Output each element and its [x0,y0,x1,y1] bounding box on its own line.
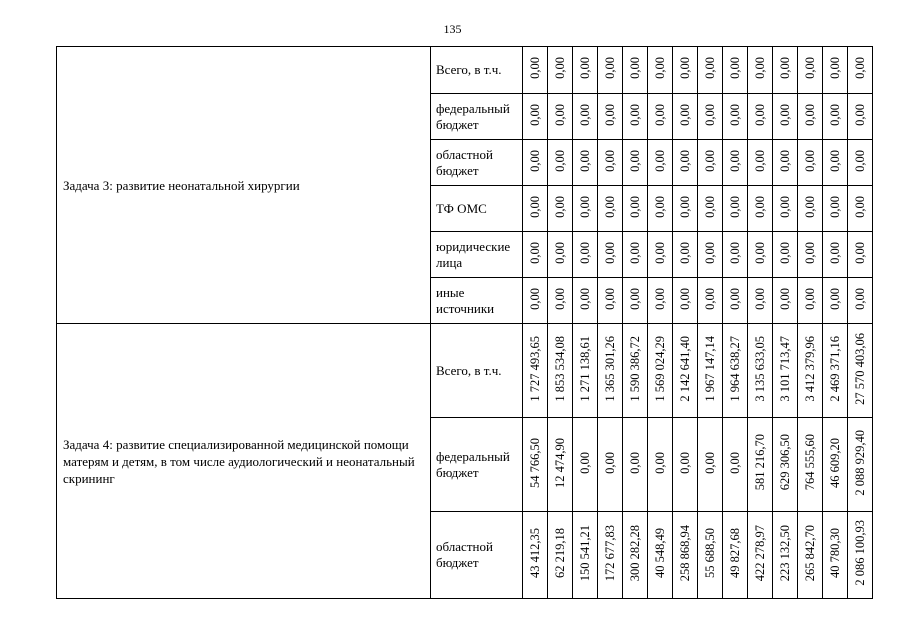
value-text: 0,00 [603,451,617,474]
value-text: 0,00 [853,149,867,172]
table-row [57,324,873,418]
value-text: 0,00 [753,57,767,79]
value-cell [523,232,548,278]
value-text: 0,00 [553,57,567,79]
value-text: 0,00 [603,287,617,310]
value-cell [673,418,698,512]
value-cell [673,278,698,324]
value-text: 3 101 713,47 [778,335,792,402]
value-text: 43 412,35 [528,528,542,578]
value-text: 2 086 100,93 [853,520,867,586]
value-cell [773,232,798,278]
value-text: 62 219,18 [553,528,567,578]
value-cell [773,140,798,186]
value-text: 0,00 [678,149,692,172]
value-text: 12 474,90 [553,437,567,488]
value-text: 0,00 [678,451,692,474]
value-text: 0,00 [603,195,617,218]
value-cell [723,186,748,232]
value-cell [748,140,773,186]
value-cell [848,512,873,599]
value-cell [848,324,873,418]
value-text: 0,00 [853,241,867,264]
value-text: 0,00 [828,57,842,79]
value-cell [673,94,698,140]
value-cell [748,232,773,278]
value-cell [823,140,848,186]
value-text: 27 570 403,06 [853,332,867,405]
value-text: 46 609,20 [828,437,842,488]
value-text: 0,00 [628,149,642,172]
value-text: 49 827,68 [728,528,742,578]
value-cell [748,418,773,512]
value-cell [523,512,548,599]
value-cell [673,47,698,94]
funding-source-cell: федеральный бюджет [431,418,523,512]
value-cell [823,186,848,232]
value-text: 1 569 024,29 [653,335,667,402]
value-text: 1 967 147,14 [703,335,717,402]
value-text: 0,00 [653,287,667,310]
value-cell [573,232,598,278]
value-text: 0,00 [678,103,692,126]
value-text: 0,00 [653,241,667,264]
value-text: 0,00 [753,241,767,264]
value-text: 0,00 [628,451,642,474]
value-cell [523,47,548,94]
value-text: 0,00 [553,103,567,126]
value-cell [698,140,723,186]
value-text: 40 780,30 [828,528,842,578]
value-text: 0,00 [753,195,767,218]
value-cell [698,512,723,599]
value-text: 0,00 [803,287,817,310]
value-text: 0,00 [803,103,817,126]
value-text: 0,00 [703,195,717,218]
value-cell [823,418,848,512]
value-text: 0,00 [578,103,592,126]
value-cell [798,47,823,94]
value-cell [623,140,648,186]
value-cell [673,140,698,186]
value-text: 150 541,21 [578,524,592,582]
value-text: 0,00 [603,241,617,264]
value-text: 0,00 [703,149,717,172]
value-cell [823,278,848,324]
value-cell [598,94,623,140]
value-cell [723,512,748,599]
value-cell [848,418,873,512]
value-text: 3 412 379,96 [803,335,817,402]
value-cell [748,512,773,599]
value-cell [798,232,823,278]
value-cell [598,47,623,94]
value-text: 0,00 [853,287,867,310]
value-cell [673,232,698,278]
value-text: 0,00 [828,241,842,264]
page-number: 135 [443,22,462,36]
value-cell [848,47,873,94]
value-cell [623,186,648,232]
value-text: 0,00 [628,287,642,310]
value-cell [823,94,848,140]
value-cell [598,278,623,324]
value-cell [798,94,823,140]
value-cell [773,512,798,599]
value-cell [648,324,673,418]
value-cell [548,232,573,278]
value-text: 0,00 [728,451,742,474]
value-cell [523,278,548,324]
value-cell [748,94,773,140]
value-text: 764 555,60 [803,434,817,491]
value-cell [698,324,723,418]
value-cell [573,94,598,140]
value-cell [598,232,623,278]
value-text: 0,00 [628,195,642,218]
value-cell [573,324,598,418]
value-cell [523,186,548,232]
value-text: 0,00 [653,57,667,79]
value-text: 0,00 [528,241,542,264]
value-cell [773,186,798,232]
value-cell [798,186,823,232]
value-text: 0,00 [828,149,842,172]
value-cell [773,324,798,418]
value-text: 0,00 [528,57,542,79]
value-text: 300 282,28 [628,524,642,582]
value-text: 0,00 [578,195,592,218]
value-cell [848,232,873,278]
value-text: 0,00 [728,149,742,172]
value-text: 54 766,50 [528,437,542,488]
value-text: 0,00 [603,103,617,126]
value-text: 2 088 929,40 [853,429,867,496]
value-text: 0,00 [728,195,742,218]
value-text: 0,00 [828,103,842,126]
value-text: 0,00 [578,241,592,264]
value-text: 0,00 [728,287,742,310]
value-text: 0,00 [803,195,817,218]
value-text: 0,00 [703,103,717,126]
funding-source-cell: областной бюджет [431,140,523,186]
funding-source-cell: юридические лица [431,232,523,278]
value-text: 0,00 [628,241,642,264]
funding-source-cell: иные источники [431,278,523,324]
value-cell [648,418,673,512]
value-cell [548,47,573,94]
value-text: 1 590 386,72 [628,335,642,402]
value-cell [648,232,673,278]
value-cell [723,418,748,512]
value-text: 0,00 [603,57,617,79]
value-cell [848,140,873,186]
value-cell [573,140,598,186]
value-cell [798,324,823,418]
value-cell [598,418,623,512]
value-text: 0,00 [578,149,592,172]
value-text: 0,00 [553,149,567,172]
value-cell [648,512,673,599]
value-cell [823,324,848,418]
value-text: 0,00 [728,103,742,126]
value-text: 0,00 [728,57,742,79]
value-text: 0,00 [578,451,592,474]
value-text: 172 677,83 [603,524,617,582]
value-text: 0,00 [703,57,717,79]
value-cell [548,278,573,324]
value-text: 0,00 [678,287,692,310]
value-cell [798,140,823,186]
value-text: 1 365 301,26 [603,335,617,402]
budget-table [56,46,873,599]
value-text: 0,00 [578,287,592,310]
value-text: 0,00 [753,103,767,126]
value-cell [823,47,848,94]
value-text: 0,00 [778,149,792,172]
value-cell [723,94,748,140]
value-text: 0,00 [778,57,792,79]
value-cell [573,418,598,512]
value-text: 1 853 534,08 [553,335,567,402]
value-cell [773,278,798,324]
value-text: 0,00 [528,287,542,310]
value-cell [548,186,573,232]
value-cell [648,186,673,232]
task-title-cell: Задача 4: развитие специализированной медицинской помощи матерям и детям, в том числе аудиологический и неонатальный скрининг [57,324,431,599]
value-cell [548,418,573,512]
value-cell [648,278,673,324]
value-text: 0,00 [528,195,542,218]
value-cell [548,512,573,599]
value-cell [823,512,848,599]
value-cell [623,512,648,599]
value-text: 0,00 [728,241,742,264]
value-cell [723,47,748,94]
value-text: 0,00 [653,451,667,474]
value-text: 223 132,50 [778,524,792,582]
value-text: 0,00 [653,195,667,218]
value-text: 0,00 [678,57,692,79]
value-text: 0,00 [803,149,817,172]
value-text: 629 306,50 [778,434,792,491]
value-cell [648,94,673,140]
value-text: 3 135 633,05 [753,335,767,402]
value-text: 0,00 [603,149,617,172]
value-cell [798,512,823,599]
value-text: 0,00 [803,57,817,79]
value-text: 40 548,49 [653,528,667,578]
value-cell [798,418,823,512]
value-text: 0,00 [778,103,792,126]
value-text: 0,00 [553,195,567,218]
value-cell [523,418,548,512]
value-text: 258 868,94 [678,524,692,582]
value-cell [698,94,723,140]
value-text: 0,00 [703,451,717,474]
value-text: 0,00 [653,149,667,172]
value-cell [573,278,598,324]
value-cell [698,47,723,94]
value-text: 0,00 [778,195,792,218]
value-text: 0,00 [628,57,642,79]
value-cell [523,140,548,186]
value-cell [823,232,848,278]
value-cell [748,324,773,418]
value-text: 55 688,50 [703,528,717,578]
value-cell [698,278,723,324]
value-text: 2 142 641,40 [678,335,692,402]
value-cell [548,324,573,418]
value-cell [523,94,548,140]
value-cell [573,512,598,599]
value-text: 0,00 [528,149,542,172]
value-cell [548,94,573,140]
value-text: 422 278,97 [753,524,767,582]
value-cell [623,47,648,94]
value-cell [623,278,648,324]
value-cell [798,278,823,324]
value-text: 0,00 [553,241,567,264]
value-text: 0,00 [828,195,842,218]
value-cell [573,186,598,232]
value-cell [748,278,773,324]
value-text: 0,00 [678,241,692,264]
value-cell [848,186,873,232]
value-cell [723,232,748,278]
value-cell [573,47,598,94]
value-cell [673,186,698,232]
value-cell [773,94,798,140]
value-cell [548,140,573,186]
value-cell [773,47,798,94]
value-cell [648,47,673,94]
value-cell [698,232,723,278]
value-text: 0,00 [853,57,867,79]
value-cell [623,324,648,418]
value-cell [598,512,623,599]
funding-source-cell: ТФ ОМС [431,186,523,232]
value-text: 0,00 [853,195,867,218]
funding-source-cell: федеральный бюджет [431,94,523,140]
value-cell [673,324,698,418]
value-cell [748,186,773,232]
value-cell [523,324,548,418]
value-cell [673,512,698,599]
funding-source-cell: областной бюджет [431,512,523,599]
funding-source-cell: Всего, в т.ч. [431,47,523,94]
value-text: 0,00 [853,103,867,126]
value-text: 0,00 [803,241,817,264]
value-cell [723,140,748,186]
value-text: 2 469 371,16 [828,335,842,402]
value-cell [848,278,873,324]
value-cell [598,186,623,232]
value-text: 1 271 138,61 [578,335,592,402]
value-text: 0,00 [653,103,667,126]
value-text: 0,00 [753,287,767,310]
value-text: 0,00 [553,287,567,310]
value-cell [698,186,723,232]
value-text: 0,00 [778,241,792,264]
value-text: 265 842,70 [803,524,817,582]
value-cell [748,47,773,94]
table-row [57,47,873,94]
value-text: 0,00 [528,103,542,126]
value-text: 0,00 [578,57,592,79]
value-text: 0,00 [678,195,692,218]
value-text: 0,00 [828,287,842,310]
value-cell [623,94,648,140]
value-cell [723,278,748,324]
value-cell [848,94,873,140]
value-cell [598,140,623,186]
value-text: 0,00 [753,149,767,172]
value-cell [773,418,798,512]
value-cell [698,418,723,512]
value-cell [623,232,648,278]
value-cell [598,324,623,418]
value-text: 0,00 [703,241,717,264]
value-text: 1 727 493,65 [528,335,542,402]
value-cell [648,140,673,186]
value-text: 0,00 [778,287,792,310]
value-cell [723,324,748,418]
funding-source-cell: Всего, в т.ч. [431,324,523,418]
value-text: 581 216,70 [753,434,767,491]
value-text: 0,00 [703,287,717,310]
value-cell [623,418,648,512]
task-title-cell: Задача 3: развитие неонатальной хирургии [57,47,431,324]
value-text: 0,00 [628,103,642,126]
value-text: 1 964 638,27 [728,335,742,402]
